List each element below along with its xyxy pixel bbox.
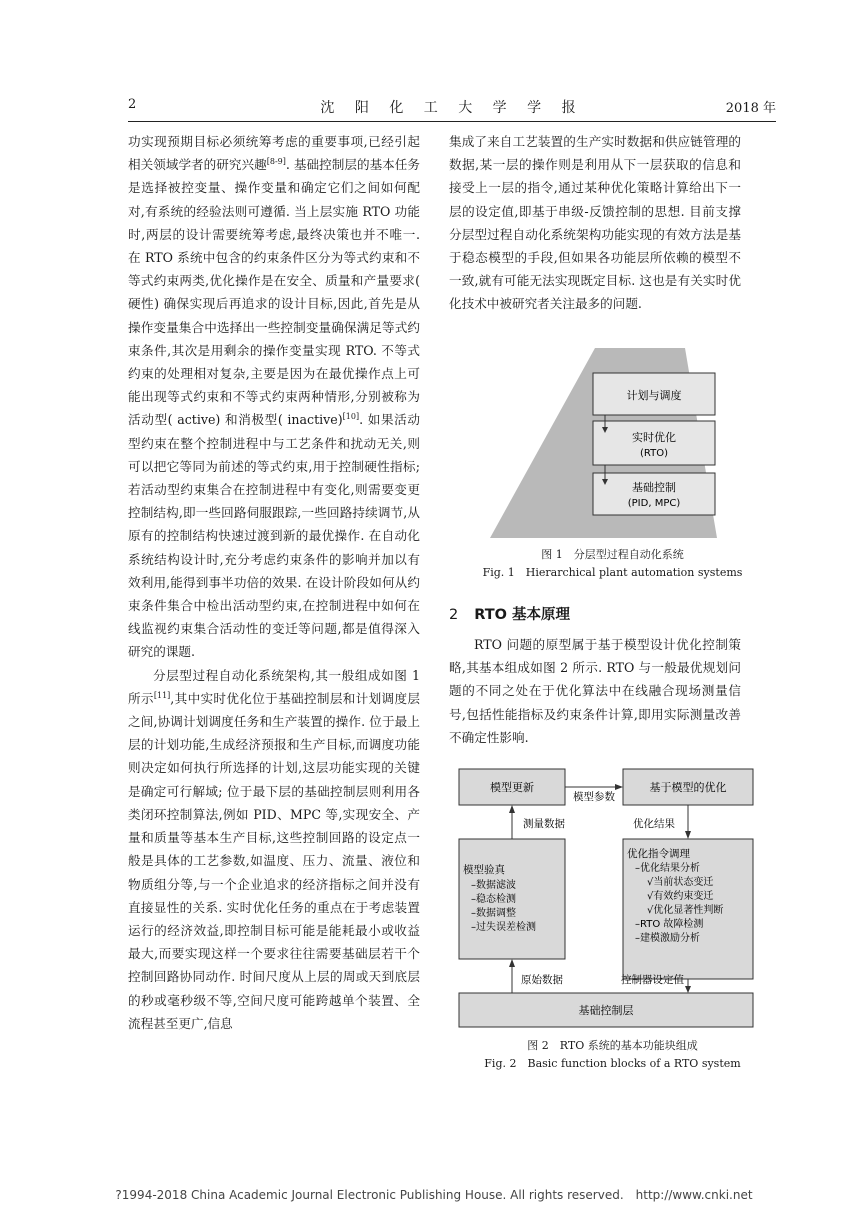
right-column-bottom [449,633,741,749]
paragraph [128,664,420,1035]
setpoint-label: 控制器设定值 [621,974,684,986]
base-control-label: 基础控制 [632,481,676,494]
validate-item: –稳态检测 [471,894,516,905]
citation: [10] [342,412,360,422]
rto-label: 实时优化 [632,431,676,444]
text: 分层型过程自动化系统架构,其一般组成如图 1 所示 [128,667,420,706]
arrowhead [509,805,515,813]
tune-item: –建模激励分析 [635,933,700,944]
validate-item: –过失误差检测 [471,922,536,933]
section-title: RTO 基本原理 [474,607,571,623]
copyright-footer: ?1994-2018 China Academic Journal Electronic Publishing House. All rights reserved. http://www.cnki.net [115,1188,753,1202]
pyramid-shape [490,348,605,538]
paragraph: RTO 问题的原型属于基于模型设计优化控制策略,其基本组成如图 2 所示. RTO 与一般最优规划问题的不同之处在于优化算法中在线融合现场测量信号,包括性能指标及约束条件计算,即用实际测量改善不确定性影响. [449,637,741,745]
model-opt-label: 基于模型的优化 [649,781,727,794]
header-rule [128,121,776,122]
tune-item: √当前状态变迁 [647,877,714,888]
meas-data-label: 测量数据 [523,818,565,830]
caption-cn: 图 2 RTO 系统的基本功能块组成 [527,1039,698,1052]
citation: [8-9] [266,157,286,167]
text: ,其中实时优化位于基础控制层和计划调度层之间,协调计划调度任务和生产装置的操作. 位于最上层的计划功能,生成经济预报和生产目标,而调度功能则决定如何执行所选择的计划,这层功能实现的关键是确定可行解域; 位于最下层的基础控制层则利用各类闭环控制算法,例如 PID、MPC 等,实现安全、产量和质量等基本生产目标,这些控制回路的设定点一般是具体的工艺参数,如温度、压力、流量、液位和物质组分等,与一个企业追求的经济指标之间并没有直接显性的关系. 实时优化任务的重点在于考虑装置运行的经济效益,即控制目标可能是能耗最小或收益最大,而要实现这样一个要求往往需要基础层若干个控制回路协同动作. 时间尺度从上层的周或天到底层的秒或毫秒级不等,空间尺度可能跨越单个装置、全流程甚至更广,信息 [128,690,420,1031]
tune-item: –优化结果分析 [635,863,700,874]
tune-title: 优化指令调理 [627,848,690,860]
base-layer-label: 基础控制层 [578,1004,634,1017]
text: 功实现预期目标必须统筹考虑的重要事项,已经引起相关领域学者的研究兴趣 [128,134,420,173]
tune-item: –RTO 故障检测 [635,919,704,930]
left-column [128,130,420,1035]
arrowhead [685,986,691,993]
arrowhead [509,959,515,967]
paragraph: 集成了来自工艺装置的生产实时数据和供应链管理的数据,某一层的操作则是利用从下一层获取的信息和接受上一层的指令,通过某种优化策略计算给出下一层的设定值,即基于串级-反馈控制的思想. 目前支撑分层型过程自动化系统架构功能实现的有效方法是基于稳态模型的手段,但如果各功能层所依赖的模型不一致,就有可能无法实现既定目标. 这也是有关实时优化技术中被研究者关注最多的问题. [449,134,741,312]
text: . 基础控制层的基本任务是选择被控变量、操作变量和确定它们之间如何配对,有系统的经验法则可遵循. 当上层实施 RTO 功能时,两层的设计需要统筹考虑,最终决策也并不唯一. 在 RTO 系统中包含的约束条件区分为等式约束和不等式约束两类,优化操作是在安全、质量和产量要求( 硬性) 确保实现后再追求的设计目标,因此,首先是从操作变量集合中选择出一些控制变量确保满足等式约束条件,其次是用剩余的操作变量实现 RTO. 不等式约束的处理相对复杂,主要是因为在最优操作点上可能出现等式约束和不等式约束两种情形,分别被称为活动型( active) 和消极型( inactive) [128,157,421,428]
tune-item: √有效约束变迁 [647,891,714,902]
rto-sublabel: (RTO) [639,448,669,459]
figure-1-caption [449,546,776,582]
figure-1-pyramid [485,345,725,540]
opt-result-label: 优化结果 [633,818,675,830]
page-number: 2 [128,97,137,112]
caption-cn: 图 1 分层型过程自动化系统 [541,548,684,561]
citation: [11] [153,690,171,700]
text: . 如果活动型约束在整个控制进程中与工艺条件和扰动无关,则可以把它等同为前述的等式约束,用于控制硬性指标; 若活动型约束集合在控制进程中有变化,则需要变更控制结构,即一些回路伺服跟踪,一些回路持续调节,从原有的控制结构快速过渡到新的最优操作. 在自动化系统结构设计时,充分考虑约束条件的影响并加以有效利用,能得到事半功倍的效果. 在设计阶段如何从约束条件集合中检出活动型约束,在控制进程中如何在线监视约束集合活动性的变迁等问题,都是值得深入研究的课题. [128,412,420,660]
model-params-label: 模型参数 [573,791,615,803]
figure-2-block-diagram [455,765,775,1035]
arrowhead [615,784,623,790]
right-column-top [449,130,741,316]
paragraph [128,130,420,664]
caption-en: Fig. 1 Hierarchical plant automation systems [482,566,743,579]
arrowhead [685,831,691,839]
validate-item: –数据滤波 [471,880,516,891]
base-control-sublabel: (PID, MPC) [627,498,681,509]
section-heading [449,603,570,624]
issue-year: 2018 年 [725,101,776,116]
planning-label: 计划与调度 [626,389,682,402]
validate-title: 模型验真 [463,864,505,876]
tune-item: √优化显著性判断 [647,905,724,916]
section-number: 2 [449,607,459,623]
figure-2-caption [449,1037,776,1073]
validate-item: –数据调整 [471,908,516,919]
page-header [128,97,776,119]
model-update-label: 模型更新 [490,781,534,794]
caption-en: Fig. 2 Basic function blocks of a RTO system [484,1057,741,1070]
journal-name: 沈 阳 化 工 大 学 学 报 [320,100,584,116]
raw-data-label: 原始数据 [521,974,563,986]
